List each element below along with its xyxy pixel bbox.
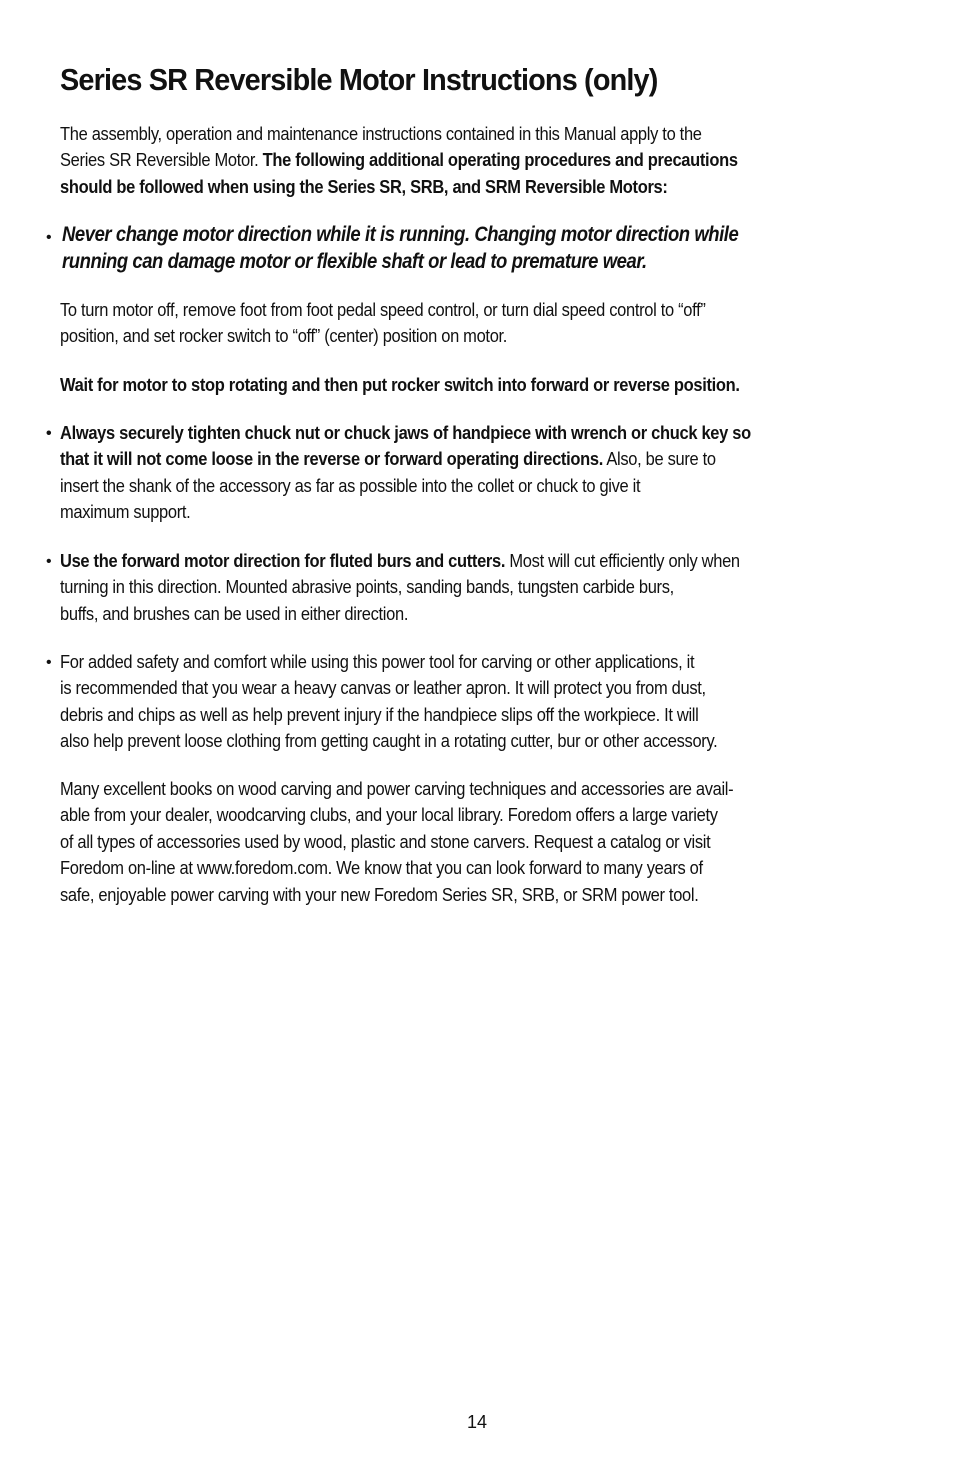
safety-line-2: is recommended that you wear a heavy canvas or leather apron. It will protect you from dust, — [60, 677, 706, 699]
tighten-line-3: insert the shank of the accessory as far as possible into the collet or chuck to give it — [60, 474, 641, 496]
closing-line-2: able from your dealer, woodcarving clubs, and your local library. Foredom offers a large variety — [60, 804, 718, 826]
bullet-forward: • — [46, 553, 52, 570]
intro-bold-2: The following additional operating procedures and precautions — [262, 149, 738, 171]
intro-line-2: Series SR Reversible Motor. — [60, 149, 259, 171]
forward-line-2: turning in this direction. Mounted abrasive points, sanding bands, tungsten carbide burs, — [60, 576, 674, 598]
safety-line-1: For added safety and comfort while using this power tool for carving or other applications, it — [60, 651, 695, 672]
warning-line-2: running can damage motor or flexible shaft or lead to premature wear. — [62, 250, 647, 273]
intro-paragraph — [60, 121, 843, 200]
warning-line-1: Never change motor direction while it is running. Changing motor direction while — [62, 223, 739, 246]
bullet-safety: • — [46, 654, 52, 671]
forward-paragraph — [60, 548, 843, 627]
forward-line-3: buffs, and brushes can be used in either direction. — [60, 602, 409, 624]
safety-line-4: also help prevent loose clothing from getting caught in a rotating cutter, bur or other accessory. — [60, 730, 718, 752]
bullet-warning: • — [46, 229, 52, 246]
closing-line-4: Foredom on-line at www.foredom.com. We know that you can look forward to many years of — [60, 857, 703, 879]
intro-bold-3: should be followed when using the Series SR, SRB, and SRM Reversible Motors: — [60, 175, 668, 197]
intro-line-1: The assembly, operation and maintenance instructions contained in this Manual apply to the — [60, 123, 702, 144]
warning-paragraph — [62, 221, 836, 275]
tighten-bold-2: that it will not come loose in the reverse or forward operating directions. — [60, 448, 603, 470]
safety-paragraph — [60, 649, 843, 755]
wait-paragraph — [60, 372, 843, 398]
tighten-line-4: maximum support. — [60, 501, 191, 523]
tighten-bold-1: Always securely tighten chuck nut or chuck jaws of handpiece with wrench or chuck key so — [60, 422, 751, 443]
bullet-tighten: • — [46, 425, 52, 442]
closing-line-5: safe, enjoyable power carving with your new Foredom Series SR, SRB, or SRM power tool. — [60, 883, 699, 905]
safety-line-3: debris and chips as well as help prevent injury if the handpiece slips off the workpiece. It will — [60, 703, 699, 725]
turn-off-line-2: position, and set rocker switch to “off” (center) position on motor. — [60, 325, 508, 347]
page-number: 14 — [466, 1412, 488, 1432]
tighten-paragraph — [60, 420, 843, 526]
turn-off-line-1: To turn motor off, remove foot from foot pedal speed control, or turn dial speed control to “off” — [60, 299, 706, 320]
tighten-text-2: Also, be sure to — [606, 448, 716, 470]
wait-line: Wait for motor to stop rotating and then put rocker switch into forward or reverse position. — [60, 374, 740, 395]
turn-off-paragraph — [60, 297, 843, 350]
forward-bold-1: Use the forward motor direction for fluted burs and cutters. — [60, 550, 506, 571]
page-title: Series SR Reversible Motor Instructions (only) — [60, 62, 658, 97]
closing-paragraph — [60, 776, 843, 908]
forward-text-1: Most will cut efficiently only when — [509, 550, 740, 571]
closing-line-1: Many excellent books on wood carving and power carving techniques and accessories are avail- — [60, 778, 734, 799]
closing-line-3: of all types of accessories used by wood, plastic and stone carvers. Request a catalog or visit — [60, 830, 711, 852]
